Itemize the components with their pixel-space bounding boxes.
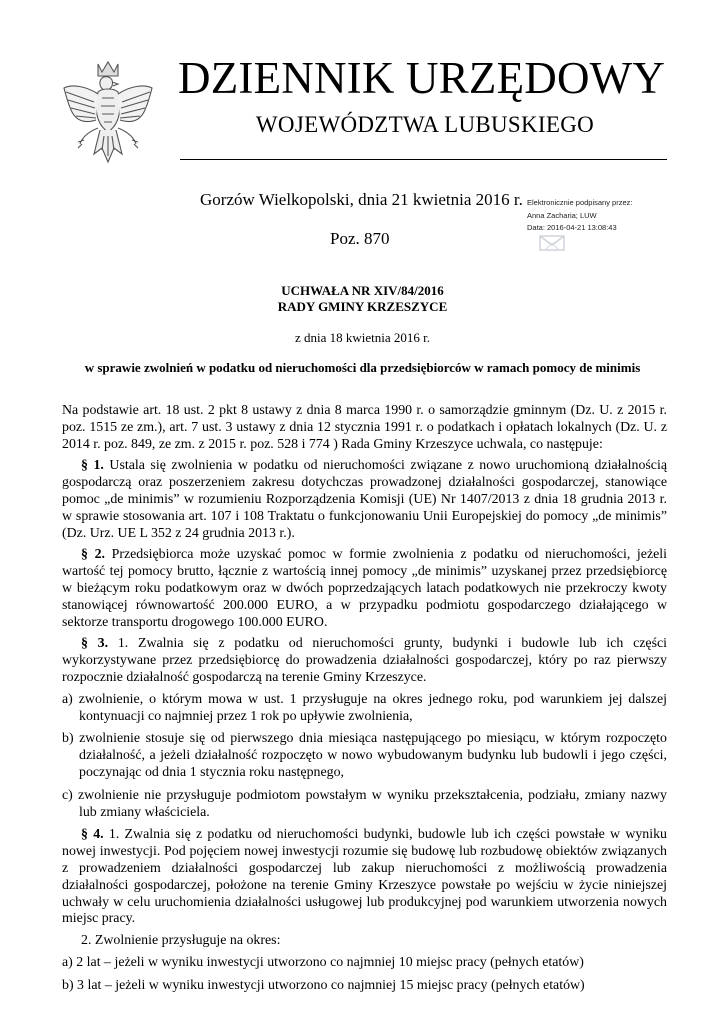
section-3-item-a: a) zwolnienie, o którym mowa w ust. 1 przysługuje na okres jednego roku, pod warunkiem jej dalszej kontynuacji co najmniej przez 1 rok po upływie zwolnienia, — [62, 691, 667, 724]
resolution-council: RADY GMINY KRZESZYCE — [277, 299, 448, 314]
electronic-signature — [527, 197, 632, 235]
section-2-text: Przedsiębiorca może uzyskać pomoc w formie zwolnienia z podatku od nieruchomości, jeżeli wartość tej pomocy brutto, łącznie z wartością innej pomocy „de minimis” uzyskanej przez przedsiębiorcę w bieżącym roku podatkowym oraz w dwóch poprzedzających latach podatkowych nie przekroczy kwoty stanowiącej równowartość 200.000 EURO, a w przypadku podmiotu gospodarczego działającego w sektorze transportu drogowego 100.000 EURO. — [62, 547, 667, 630]
section-4-point-2: 2. Zwolnienie przysługuje na okres: — [81, 933, 281, 949]
e-signature-logo-icon — [537, 231, 567, 255]
section-2 — [62, 547, 667, 631]
section-4 — [62, 827, 667, 928]
section-3-item-b: b) zwolnienie stosuje się od pierwszego dnia miesiąca następującego po miesiącu, w którym rozpoczęto działalność, a jeżeli działalność rozpoczęto w nowo wybudowanym budynku lub budowli i jego części, poczynając od dnia 1 stycznia roku następnego, — [62, 731, 667, 780]
section-2-mark: § 2. — [81, 547, 105, 563]
section-1-mark: § 1. — [81, 458, 104, 474]
publication-dateline: Gorzów Wielkopolski, dnia 21 kwietnia 2016 r. — [200, 190, 523, 209]
section-3 — [62, 636, 667, 686]
section-4-item-b: b) 3 lat – jeżeli w wyniku inwestycji utworzono co najmniej 15 miejsc pracy (pełnych etatów) — [62, 977, 585, 993]
document-body — [62, 403, 667, 1001]
section-3-text: 1. Zwalnia się z podatku od nieruchomości grunty, budynki i budowle lub ich części wykorzystywane przez przedsiębiorcę do prowadzenia działalności gospodarczej, który po raz pierwszy rozpocznie działalność gospodarczą na terenie Gminy Krzeszyce. — [62, 636, 667, 685]
signature-line-signer: Anna Zacharia; LUW — [527, 210, 597, 220]
polish-eagle-emblem-icon — [58, 58, 158, 170]
publication-position: Poz. 870 — [330, 229, 390, 248]
journal-subtitle: WOJEWÓDZTWA LUBUSKIEGO — [255, 112, 595, 137]
resolution-subject: w sprawie zwolnień w podatku od nieruchomości dla przedsiębiorców w ramach pomocy de minimis — [84, 360, 641, 375]
section-3-mark: § 3. — [81, 636, 109, 652]
preamble: Na podstawie art. 18 ust. 2 pkt 8 ustawy z dnia 8 marca 1990 r. o samorządzie gminnym (Dz. U. z 2015 r. poz. 1515 ze zm.), art. 7 ust. 3 ustawy z dnia 12 stycznia 1991 r. o podatkach i opłatach lokalnych (Dz. U. z 2014 r. poz. 849, ze zm. z 2015 r. poz. 528 i 774 ) Rada Gminy Krzeszyce uchwala, co następuje: — [62, 403, 667, 452]
section-4-mark: § 4. — [81, 827, 104, 843]
signature-line-date: Data: 2016-04-21 13:08:43 — [527, 223, 617, 232]
section-3-item-c: c) zwolnienie nie przysługuje podmiotom powstałym w wyniku przekształcenia, podziału, zmiany nazwy lub zmiany właściciela. — [62, 787, 667, 820]
section-4-text: 1. Zwalnia się z podatku od nieruchomości budynki, budowle lub ich części powstałe w wyniku nowej inwestycji. Pod pojęciem nowej inwestycji rozumie się budowę lub rozbudowę obiektów związanych z prowadzeniem działalności gospodarczej lub zakup nieruchomości z możliwością prowadzenia działalności gospodarczej, położone na terenie Gminy Krzeszyce powstałe po wejściu w życie niniejszej uchwały w celu uruchomienia działalności usługowej lub produkcyjnej pod warunkiem utworzenia nowych miejsc pracy. — [62, 827, 667, 927]
journal-title: DZIENNIK URZĘDOWY — [178, 53, 666, 103]
header-divider — [180, 159, 667, 160]
resolution-number: UCHWAŁA NR XIV/84/2016 — [281, 283, 444, 298]
resolution-date: z dnia 18 kwietnia 2016 r. — [294, 330, 431, 345]
signature-line-signed-by: Elektronicznie podpisany przez: — [527, 198, 633, 207]
section-1 — [62, 458, 667, 542]
section-4-item-a: a) 2 lat – jeżeli w wyniku inwestycji utworzono co najmniej 10 miejsc pracy (pełnych etatów) — [62, 954, 584, 970]
section-1-text: Ustala się zwolnienia w podatku od nieruchomości związane z nowo uruchomioną działalnością gospodarczą oraz poszerzeniem zakresu dotychczas prowadzonej działalności gospodarczej, stanowiące pomoc „de minimis” w rozumieniu Rozporządzenia Komisji (UE) Nr 1407/2013 z dnia 18 grudnia 2013 r. w sprawie stosowania art. 107 i 108 Traktatu o funkcjonowaniu Unii Europejskiej do pomocy „de minimis” (Dz. Urz. UE L 352 z 24 grudnia 2013 r.). — [62, 458, 667, 541]
